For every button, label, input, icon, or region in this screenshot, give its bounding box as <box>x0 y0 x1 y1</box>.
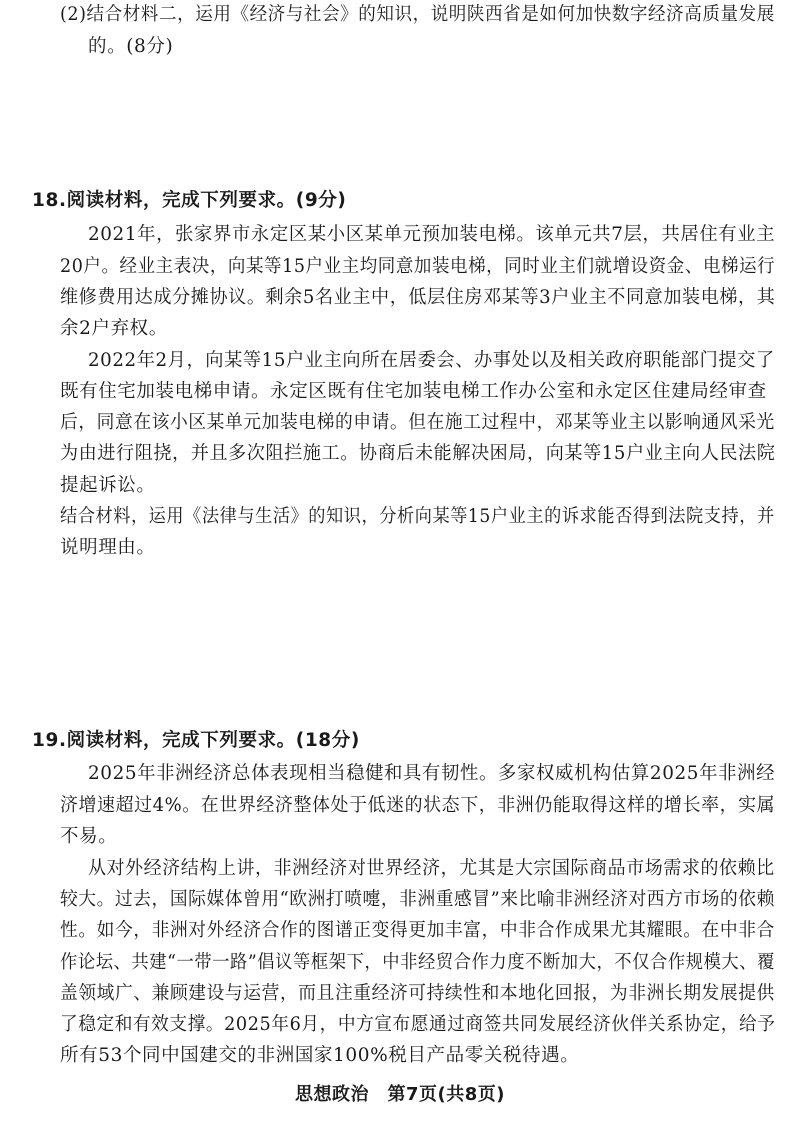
q19-p2-line-5: 盖领域广、兼顾建设与运营，而且注重经济可持续性和本地化回报，为非洲长期发展提供 <box>60 983 775 1004</box>
q18-p1-line-4: 余2户弃权。 <box>60 318 168 339</box>
q18-task-line-2: 说明理由。 <box>60 537 156 558</box>
q19-p2-line-6: 了稳定和有效支撑。2025年6月，中方宣布愿通过商签共同发展经济伙伴关系协定，给予 <box>60 1014 776 1035</box>
q19-p1-line-1: 2025年非洲经济总体表现相当稳健和具有韧性。多家权威机构估算2025年非洲经 <box>88 763 776 784</box>
q18-p1-line-2: 20户。经业主表决，向某等15户业主均同意加装电梯，同时业主们就增设资金、电梯运行 <box>60 256 776 277</box>
q18-p2-line-1: 2022年2月，向某等15户业主向所在居委会、办事处以及相关政府职能部门提交了 <box>88 350 775 371</box>
q19-p2-line-2: 较大。过去，国际媒体曾用“欧洲打喷嚏，非洲重感冒”来比喻非洲经济对西方市场的依赖 <box>60 889 775 910</box>
q18-p1-line-3: 维修费用达成分摊协议。剩余5名业主中，低层住房邓某等3户业主不同意加装电梯，其 <box>60 287 776 308</box>
q17-part2-line-1: (2)结合材料二，运用《经济与社会》的知识，说明陕西省是如何加快数字经济高质量发展 <box>60 4 775 25</box>
q18-p1-line-1: 2021年，张家界市永定区某小区某单元预加装电梯。该单元共7层，共居住有业主 <box>88 224 776 245</box>
q19-p1-line-3: 不易。 <box>60 826 118 847</box>
q19-p2-line-3: 性。如今，非洲对外经济合作的图谱正变得更加丰富，中非合作成果尤其耀眼。在中非合 <box>60 920 775 941</box>
q18-p2-line-5: 提起诉讼。 <box>60 475 156 496</box>
q18-p2-line-4: 为由进行阻挠，并且多次阻拦施工。协商后未能解决困局，向某等15户业主向人民法院 <box>60 443 776 464</box>
q18-p2-line-3: 后，同意在该小区某单元加装电梯的申请。但在施工过程中，邓某等业主以影响通风采光 <box>60 412 775 433</box>
q19-heading: 19.阅读材料，完成下列要求。(18分) <box>32 730 360 751</box>
page-footer: 思想政治 第7页(共8页) <box>294 1084 505 1105</box>
q18-task-line-1: 结合材料，运用《法律与生活》的知识，分析向某等15户业主的诉求能否得到法院支持，并 <box>60 506 775 527</box>
q17-part2-line-2: 的。(8分) <box>88 36 174 57</box>
q19-p1-line-2: 济增速超过4%。在世界经济整体处于低迷的状态下，非洲仍能取得这样的增长率，实属 <box>60 795 776 816</box>
q19-p2-line-1: 从对外经济结构上讲，非洲经济对世界经济，尤其是大宗国际商品市场需求的依赖比 <box>88 858 775 879</box>
q19-p2-line-7: 所有53个同中国建交的非洲国家100%税目产品零关税待遇。 <box>60 1045 580 1066</box>
q18-p2-line-2: 既有住宅加装电梯申请。永定区既有住宅加装电梯工作办公室和永定区住建局经审查 <box>60 381 767 402</box>
q19-p2-line-4: 作论坛、共建“一带一路”倡议等框架下，中非经贸合作力度不断加大，不仅合作规模大、覆 <box>60 952 775 973</box>
q18-heading: 18.阅读材料，完成下列要求。(9分) <box>32 190 347 211</box>
